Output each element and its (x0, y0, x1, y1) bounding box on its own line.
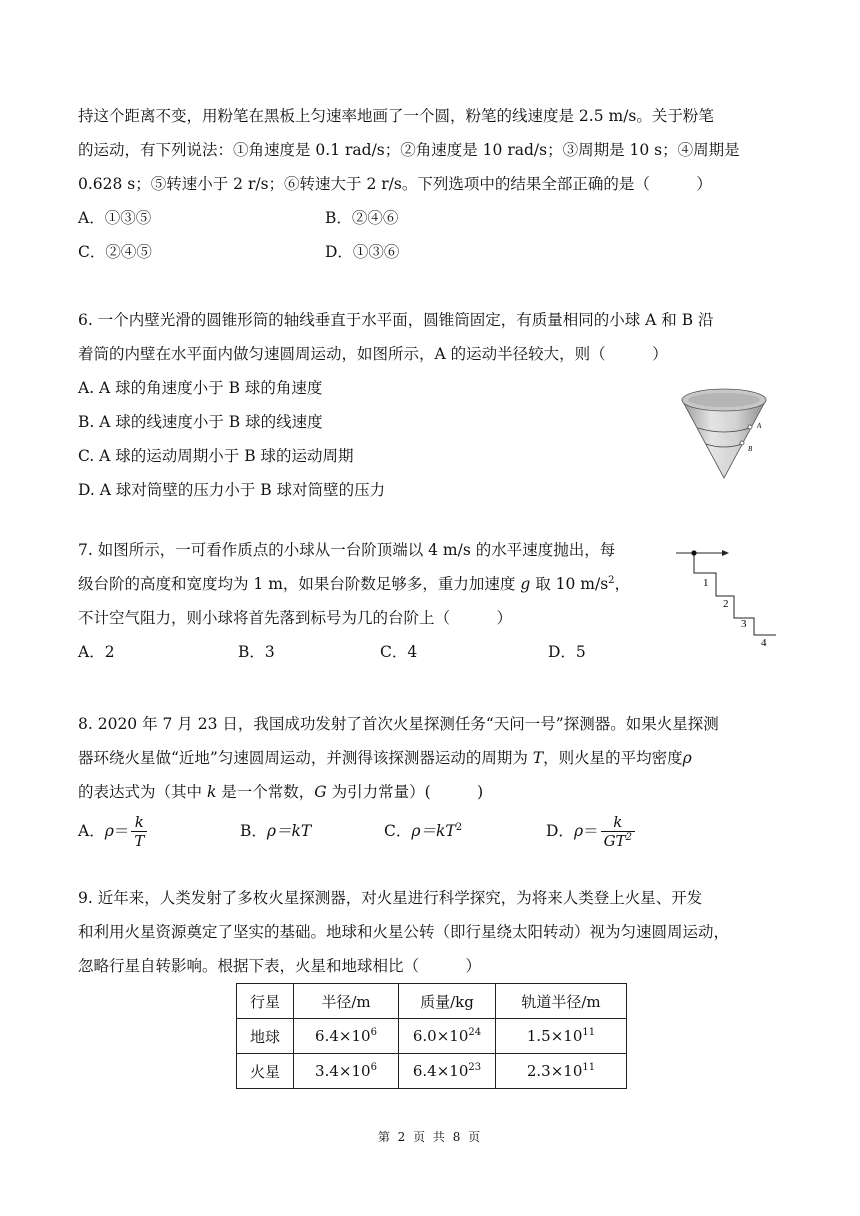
q8-line-3: 的表达式为（其中 k 是一个常数，G 为引力常量）( ) (78, 783, 484, 801)
cell-radius: $6.4\times 10^6$ (294, 1019, 399, 1054)
q6-line-1: 6. 一个内壁光滑的圆锥形筒的轴线垂直于水平面，圆锥筒固定，有质量相同的小球 A 和 B 沿 (78, 311, 714, 329)
ball-b (740, 441, 744, 445)
header-orbit-radius: 轨道半径/m (496, 984, 627, 1019)
header-planet: 行星 (237, 984, 294, 1019)
cell-mass: $6.0\times 10^{24}$ (399, 1019, 496, 1054)
q6-option-d: D. A 球对筒壁的压力小于 B 球对筒壁的压力 (78, 481, 386, 499)
ball-b-label: B (748, 445, 753, 453)
cell-orbit-radius: $2.3\times 10^{11}$ (496, 1054, 627, 1089)
page-footer: 第 2 页 共 8 页 (377, 1130, 483, 1144)
q6-line-2: 着筒的内壁在水平面内做匀速圆周运动，如图所示，A 的运动半径较大，则（ ） (78, 345, 668, 363)
table-row (237, 1019, 627, 1054)
cell-planet: 火星 (237, 1054, 294, 1089)
q9-line-2: 和利用火星资源奠定了坚实的基础。地球和火星公转（即行星绕太阳转动）视为匀速圆周运动， (78, 923, 730, 941)
q9-line-1: 9. 近年来，人类发射了多枚火星探测器，对火星进行科学探究，为将来人类登上火星、开发 (78, 889, 703, 907)
q9-line-3: 忽略行星自转影响。根据下表，火星和地球相比（ ） (78, 957, 482, 975)
q7-option-a: A．2 (78, 643, 115, 661)
q6-option-c: C. A 球的运动周期小于 B 球的运动周期 (78, 447, 354, 465)
planet-table (236, 983, 627, 1089)
steps-outline (694, 555, 776, 635)
q8-option-c: C．$\rho=kT^2$ (384, 822, 463, 840)
q8-option-b: B．ρ＝kT (240, 822, 312, 840)
q5-line-3: 0.628 s；⑤转速小于 2 r/s；⑥转速大于 2 r/s。下列选项中的结果全部正确的是（ ） (78, 175, 712, 193)
header-radius: 半径/m (294, 984, 399, 1019)
q8-option-d: D． ρ ＝ $\frac{k}{GT^2}$ (546, 810, 635, 852)
q6-option-b: B. A 球的线速度小于 B 球的线速度 (78, 413, 323, 431)
cell-mass: $6.4\times 10^{23}$ (399, 1054, 496, 1089)
step-label-4: 4 (761, 637, 767, 648)
q7-line-3: 不计空气阻力，则小球将首先落到标号为几的台阶上（ ） (78, 609, 513, 627)
cell-radius: $3.4\times 10^6$ (294, 1054, 399, 1089)
cell-orbit-radius: $1.5\times 10^{11}$ (496, 1019, 627, 1054)
header-mass: 质量/kg (399, 984, 496, 1019)
q7-option-b: B．3 (238, 643, 275, 661)
q5-option-b: B．②④⑥ (325, 209, 399, 227)
ball (691, 550, 696, 555)
step-label-3: 3 (741, 618, 747, 630)
step-label-2: 2 (723, 598, 729, 610)
q5-option-d: D．①③⑥ (325, 243, 400, 261)
table-row (237, 1054, 627, 1089)
q5-option-c: C．②④⑤ (78, 243, 152, 261)
q7-option-d: D．5 (548, 643, 586, 661)
q5-line-2: 的运动，有下列说法：①角速度是 0.1 rad/s；②角速度是 10 rad/s；③周期是 10 s；④周期是 (78, 141, 740, 159)
cell-planet: 地球 (237, 1019, 294, 1054)
q6-option-a: A. A 球的角速度小于 B 球的角速度 (78, 379, 323, 397)
q7-line-2: 级台阶的高度和宽度均为 1 m，如果台阶数足够多，重力加速度 g 取 10 $m/s^2$， (78, 575, 631, 593)
q8-line-1: 8. 2020 年 7 月 23 日，我国成功发射了首次火星探测任务“天问一号”探测器。如果火星探测 (78, 715, 719, 733)
step-label-1: 1 (703, 577, 709, 589)
q8-option-a-fraction: $\frac{k}{T}$ (131, 813, 147, 850)
table-header-row (237, 984, 627, 1019)
q7-option-c: C．4 (380, 643, 418, 661)
q5-line-1: 持这个距离不变，用粉笔在黑板上匀速率地画了一个圆，粉笔的线速度是 2.5 m/s。关于粉笔 (78, 107, 714, 125)
q8-option-a: A． ρ ＝ $\frac{k}{T}$ (78, 810, 147, 852)
q7-line-1: 7. 如图所示，一可看作质点的小球从一台阶顶端以 4 m/s 的水平速度抛出，每 (78, 541, 616, 559)
ball-a (748, 425, 752, 429)
q8-line-2: 器环绕火星做“近地”匀速圆周运动，并测得该探测器运动的周期为 T，则火星的平均密度ρ (78, 749, 692, 767)
cone-figure (676, 378, 772, 484)
q5-option-a: A．①③⑤ (78, 209, 152, 227)
ball-a-label: A (757, 422, 762, 430)
cone-body (682, 400, 766, 478)
q8-option-d-fraction: $\frac{k}{GT^2}$ (601, 813, 635, 850)
staircase-figure (674, 540, 780, 648)
